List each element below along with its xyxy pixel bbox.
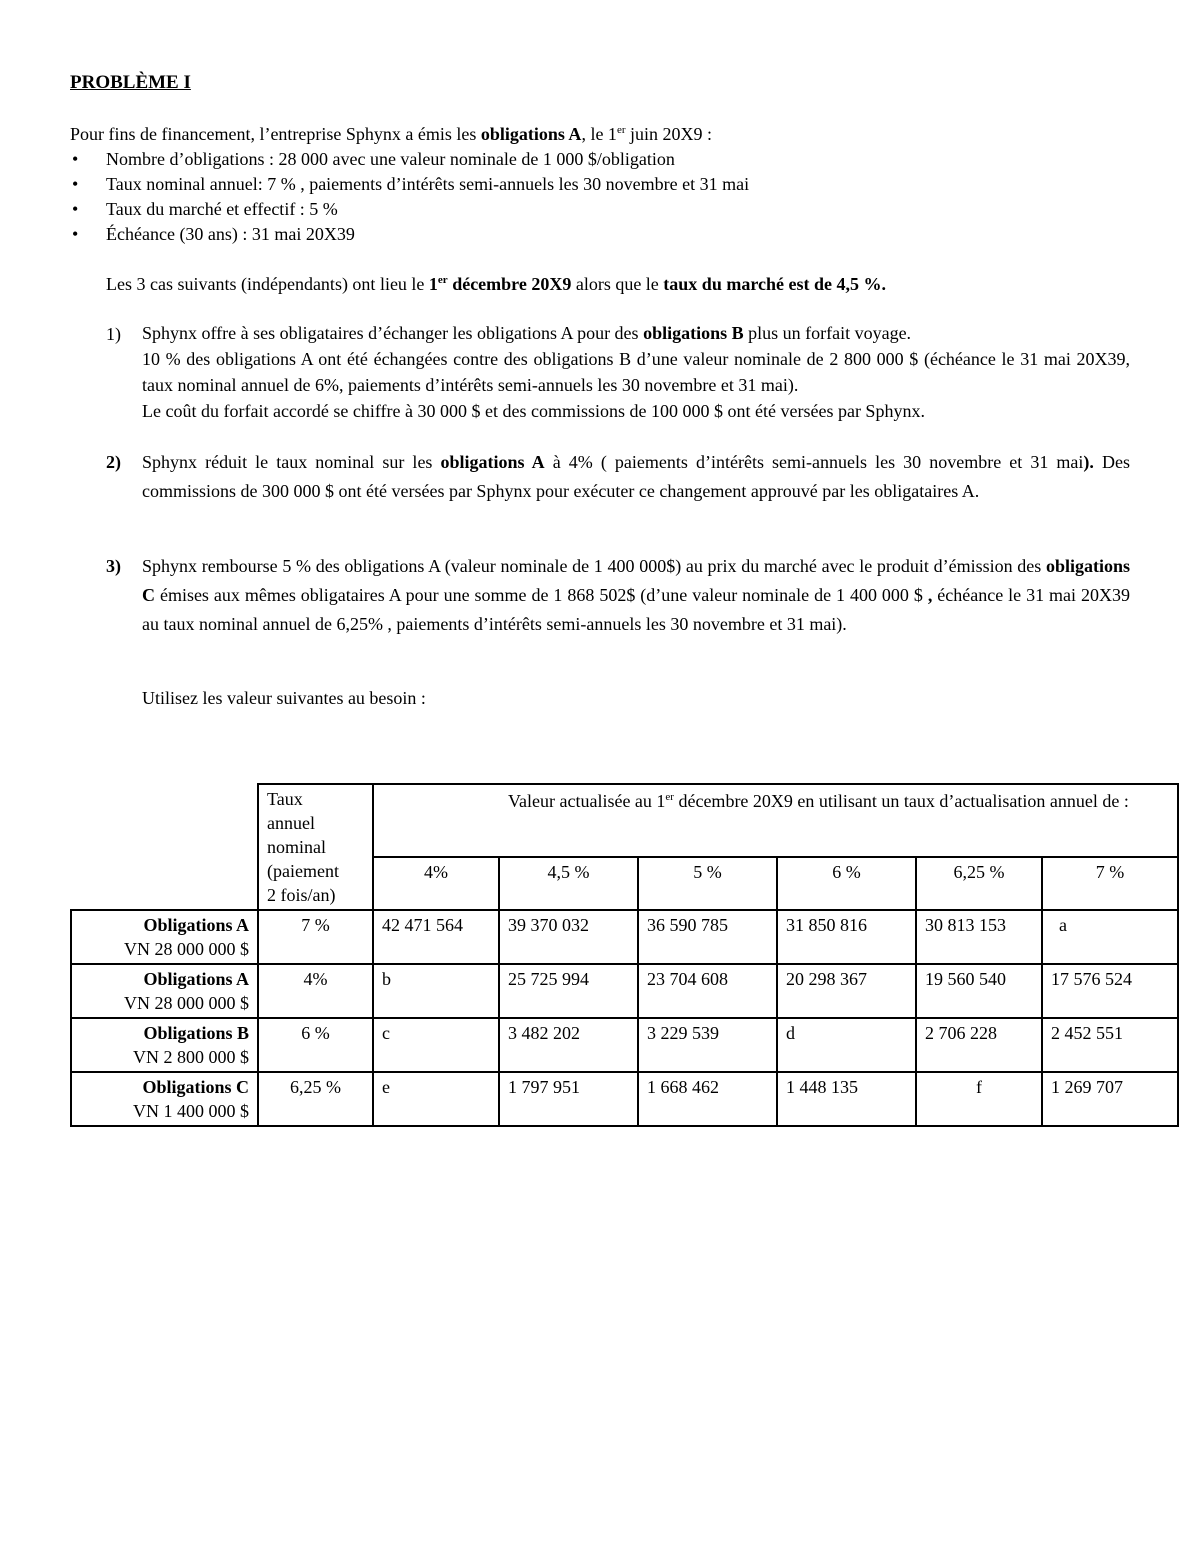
value-cell: e xyxy=(373,1072,499,1126)
nominal-rate-cell: 7 % xyxy=(258,910,373,964)
table-row xyxy=(71,910,1178,964)
header-line: 2 fois/an) xyxy=(267,885,336,905)
value-cell: 39 370 032 xyxy=(499,910,638,964)
value-cell: 20 298 367 xyxy=(777,964,916,1018)
case-1-line-1 xyxy=(142,320,1130,346)
value-cell: a xyxy=(1042,910,1178,964)
pv-header-text-2: décembre 20X9 en utilisant un taux d’actualisation annuel de : xyxy=(673,791,1129,811)
intro-text-3: juin 20X9 : xyxy=(625,124,712,144)
list-item: • Échéance (30 ans) : 31 mai 20X39 xyxy=(70,222,749,247)
instructions-text: Utilisez les valeur suivantes au besoin : xyxy=(142,688,426,708)
header-line: (paiement xyxy=(267,861,339,881)
value-cell: 31 850 816 xyxy=(777,910,916,964)
row-header xyxy=(71,910,258,964)
table-row xyxy=(71,964,1178,1018)
value-cell: 17 576 524 xyxy=(1042,964,1178,1018)
case-text: à 4% ( paiements d’intérêts semi-annuels les 30 novembre et 31 mai xyxy=(544,452,1084,472)
cases-intro-sup: er xyxy=(437,274,448,286)
value-cell: 1 668 462 xyxy=(638,1072,777,1126)
nominal-rate-cell: 6 % xyxy=(258,1018,373,1072)
discount-rate-header: 5 % xyxy=(638,857,777,910)
case-text: Sphynx offre à ses obligataires d’échanger les obligations A pour des xyxy=(142,323,644,343)
value-cell: 30 813 153 xyxy=(916,910,1042,964)
value-cell: 23 704 608 xyxy=(638,964,777,1018)
value-cell: 1 448 135 xyxy=(777,1072,916,1126)
cases-intro-bold-2: décembre 20X9 xyxy=(447,274,572,294)
value-cell: 2 452 551 xyxy=(1042,1018,1178,1072)
cases-intro-text: Les 3 cas suivants (indépendants) ont lieu le xyxy=(106,274,429,294)
value-cell: b xyxy=(373,964,499,1018)
discount-rate-header: 6 % xyxy=(777,857,916,910)
case-2 xyxy=(106,448,1130,506)
bond-face-value: VN 28 000 000 $ xyxy=(124,939,249,959)
discount-rate-header: 4,5 % xyxy=(499,857,638,910)
row-header xyxy=(71,964,258,1018)
value-cell: 1 797 951 xyxy=(499,1072,638,1126)
discount-rate-header: 6,25 % xyxy=(916,857,1042,910)
pv-header-sup: er xyxy=(665,791,674,803)
header-line: nominal xyxy=(267,837,326,857)
cases-intro xyxy=(106,272,886,297)
case-number: 1) xyxy=(106,324,121,344)
case-bold: obligations C xyxy=(142,556,1130,605)
discount-rate-header: 7 % xyxy=(1042,857,1178,910)
header-line: annuel xyxy=(267,813,315,833)
value-cell: 36 590 785 xyxy=(638,910,777,964)
table-row xyxy=(71,1072,1178,1126)
bond-name: Obligations A xyxy=(143,969,249,989)
case-text: plus un forfait voyage. xyxy=(743,323,912,343)
case-3 xyxy=(106,552,1130,639)
intro-text-2: , le 1 xyxy=(581,124,617,144)
value-cell: f xyxy=(916,1072,1042,1126)
bond-face-value: VN 1 400 000 $ xyxy=(133,1101,249,1121)
case-1 xyxy=(106,320,1130,424)
value-cell: 42 471 564 xyxy=(373,910,499,964)
case-text: Sphynx rembourse 5 % des obligations A (valeur nominale de 1 400 000$) au prix du marché avec le produit d’émission des xyxy=(142,556,1046,576)
case-text: échéance le 31 mai 20X39 au taux nominal annuel de 6,25% , paiements d’intérêts semi-annuels les 30 novembre et 31 mai). xyxy=(142,585,1131,634)
case-text: Des commissions de 300 000 $ ont été versées par Sphynx pour exécuter ce changement approuvé par les obligataires A. xyxy=(142,452,1130,501)
bond-face-value: VN 2 800 000 $ xyxy=(133,1047,249,1067)
rate-column-header xyxy=(258,784,373,910)
row-header xyxy=(71,1018,258,1072)
list-item: • Taux du marché et effectif : 5 % xyxy=(70,197,749,222)
list-item: • Taux nominal annuel: 7 % , paiements d’intérêts semi-annuels les 30 novembre et 31 mai xyxy=(70,172,749,197)
bond-face-value: VN 28 000 000 $ xyxy=(124,993,249,1013)
list-item: • Nombre d’obligations : 28 000 avec une valeur nominale de 1 000 $/obligation xyxy=(70,147,749,172)
nominal-rate-cell: 6,25 % xyxy=(258,1072,373,1126)
discount-rate-header: 4% xyxy=(373,857,499,910)
case-1-line-2: 10 % des obligations A ont été échangées contre des obligations B d’une valeur nominale de 2 800 000 $ (échéance le 31 mai 20X39, taux nominal annuel de 6%, paiements d’intérêts semi-annuels les 30 novembre et 31 mai). xyxy=(142,349,1130,395)
pv-group-header xyxy=(373,784,1178,857)
value-cell: 25 725 994 xyxy=(499,964,638,1018)
table-corner xyxy=(71,784,258,910)
case-bold: ). xyxy=(1083,452,1094,472)
value-cell: 3 229 539 xyxy=(638,1018,777,1072)
cases-intro-text-2: alors que le xyxy=(571,274,664,294)
case-text: émises aux mêmes obligataires A pour une somme de 1 868 502$ (d’une valeur nominale de 1 400 000 $ xyxy=(155,585,928,605)
case-bold: obligations A xyxy=(440,452,545,472)
value-cell: 1 269 707 xyxy=(1042,1072,1178,1126)
bond-name: Obligations C xyxy=(142,1077,249,1097)
row-header xyxy=(71,1072,258,1126)
present-value-table xyxy=(70,783,1179,1127)
intro-sup: er xyxy=(616,124,626,136)
bond-terms-list xyxy=(70,147,749,247)
value-cell: c xyxy=(373,1018,499,1072)
intro-text: Pour fins de financement, l’entreprise Sphynx a émis les xyxy=(70,124,481,144)
case-1-line-3: Le coût du forfait accordé se chiffre à 30 000 $ et des commissions de 100 000 $ ont été versées par Sphynx. xyxy=(142,401,925,421)
cases-intro-bold: 1 xyxy=(428,274,438,294)
cases-intro-bold-3: taux du marché est de 4,5 %. xyxy=(663,274,886,294)
intro-paragraph xyxy=(70,122,712,147)
case-number: 2) xyxy=(106,452,121,472)
table-row xyxy=(71,1018,1178,1072)
case-number: 3) xyxy=(106,556,121,576)
value-cell: d xyxy=(777,1018,916,1072)
bond-name: Obligations A xyxy=(143,915,249,935)
case-text: Sphynx réduit le taux nominal sur les xyxy=(142,452,441,472)
value-cell: 3 482 202 xyxy=(499,1018,638,1072)
nominal-rate-cell: 4% xyxy=(258,964,373,1018)
intro-bold: obligations A xyxy=(480,124,582,144)
value-cell: 2 706 228 xyxy=(916,1018,1042,1072)
pv-header-text: Valeur actualisée au 1 xyxy=(508,791,666,811)
bond-name: Obligations B xyxy=(143,1023,249,1043)
case-bold: obligations B xyxy=(643,323,744,343)
header-line: Taux xyxy=(267,789,303,809)
value-cell: 19 560 540 xyxy=(916,964,1042,1018)
case-bold: , xyxy=(927,585,933,605)
problem-title: PROBLÈME I xyxy=(70,72,191,93)
